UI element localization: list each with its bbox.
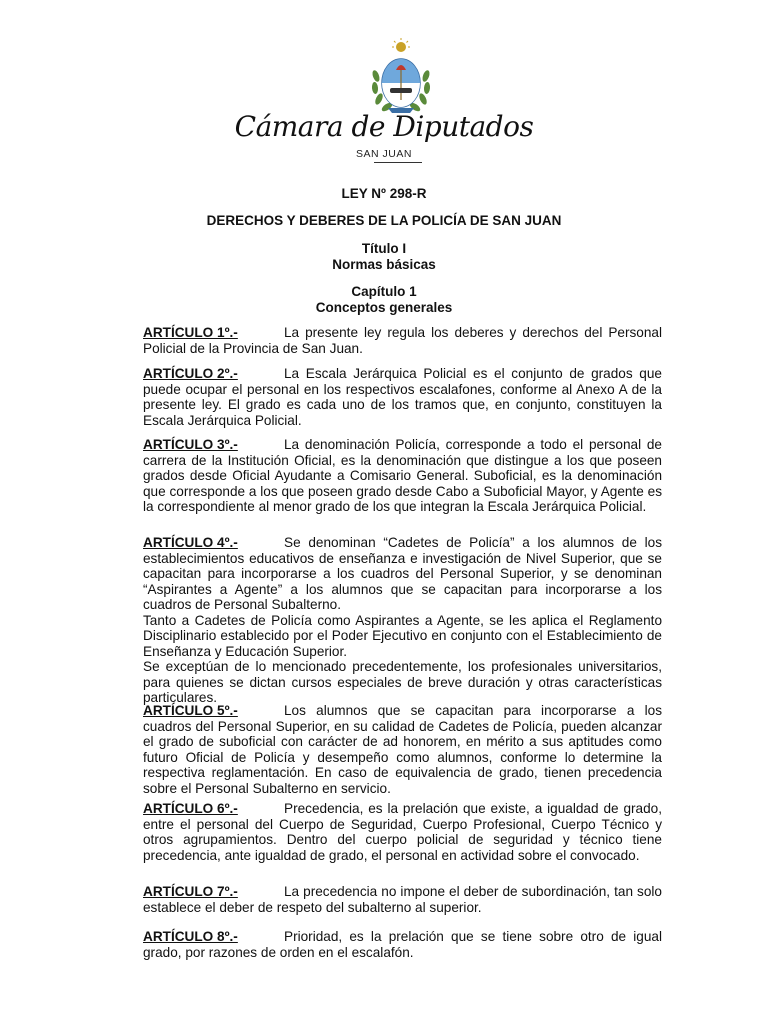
article-text: Prioridad, es la prelación que se tiene sobre otro de igual grado, por razones de orden en el escalafón. bbox=[143, 929, 662, 960]
article-label: ARTÍCULO 8º.- bbox=[143, 929, 238, 944]
article-6 bbox=[143, 801, 662, 863]
law-title: DERECHOS Y DEBERES DE LA POLICÍA DE SAN JUAN bbox=[206, 213, 562, 228]
article-5 bbox=[143, 703, 662, 796]
capitulo-heading: Capítulo 1 bbox=[351, 284, 417, 299]
article-label: ARTÍCULO 5º.- bbox=[143, 703, 238, 718]
article-label: ARTÍCULO 7º.- bbox=[143, 884, 238, 899]
article-text: Se denominan “Cadetes de Policía” a los alumnos de los establecimientos educativos de enseñanza e investigación de Nivel Superior, que se capacitan para incorporarse a los cuadros del Personal Superior, y se denominan “Aspirantes a Agente” a los alumnos que se capacitan para incorporarse a los cuadros de Personal Subalterno. bbox=[143, 535, 662, 612]
article-3 bbox=[143, 437, 662, 515]
article-8 bbox=[143, 929, 662, 960]
article-4 bbox=[143, 535, 662, 706]
article-text: Se exceptúan de lo mencionado precedentemente, los profesionales universitarios, para quienes se dictan cursos especiales de breve duración y otras características particulares. bbox=[143, 659, 662, 705]
article-label: ARTÍCULO 3º.- bbox=[143, 437, 238, 452]
article-label: ARTÍCULO 4º.- bbox=[143, 535, 238, 550]
titulo-name: Normas básicas bbox=[332, 257, 436, 272]
article-label: ARTÍCULO 2º.- bbox=[143, 366, 238, 381]
article-text: Los alumnos que se capacitan para incorporarse a los cuadros del Personal Superior, en su calidad de Cadetes de Policía, pueden alcanzar el grado de suboficial con carácter de ad honorem, en mérito a sus aptitudes como futuro Oficial de Policía y desempeño como alumnos, conforme lo determine la respectiva reglamentación. En caso de equivalencia de grado, tienen precedencia sobre el Personal Subalterno en servicio. bbox=[143, 703, 662, 796]
article-text: La presente ley regula los deberes y derechos del Personal Policial de la Provincia de San Juan. bbox=[143, 325, 662, 356]
article-7 bbox=[143, 884, 662, 915]
chamber-city: SAN JUAN bbox=[356, 148, 412, 160]
article-text: Precedencia, es la prelación que existe, a igualdad de grado, entre el personal del Cuerpo de Seguridad, Cuerpo Profesional, Cuerpo Técnico y otros agrupamientos. Dentro del cuerpo policial de seguridad y técnico tiene precedencia, ante igualdad de grado, el personal en actividad sobre el convocado. bbox=[143, 801, 662, 863]
provincial-seal-icon bbox=[366, 38, 436, 118]
article-2 bbox=[143, 366, 662, 428]
article-text: Tanto a Cadetes de Policía como Aspirantes a Agente, se les aplica el Reglamento Disciplinario establecido por el Poder Ejecutivo en conjunto con el Establecimiento de Enseñanza y Educación Superior. bbox=[143, 612, 662, 659]
article-label: ARTÍCULO 6º.- bbox=[143, 801, 238, 816]
article-1 bbox=[143, 325, 662, 356]
capitulo-name: Conceptos generales bbox=[315, 300, 453, 315]
chamber-name: Cámara de Diputados bbox=[234, 110, 534, 143]
article-text: La precedencia no impone el deber de subordinación, tan solo establece el deber de respeto del subalterno al superior. bbox=[143, 884, 662, 915]
article-label: ARTÍCULO 1º.- bbox=[143, 325, 238, 340]
article-text: La Escala Jerárquica Policial es el conjunto de grados que puede ocupar el personal en los respectivos escalafones, conforme al Anexo A de la presente ley. El grado es cada uno de los tramos que, en conjunto, constituyen la Escala Jerárquica Policial. bbox=[143, 366, 662, 428]
titulo-heading: Título I bbox=[361, 241, 407, 256]
article-text: La denominación Policía, corresponde a todo el personal de carrera de la Institución Oficial, es la denominación que distingue a los que poseen grados desde Oficial Ayudante a Comisario General. Suboficial, es la denominación que corresponde a los que poseen grado desde Cabo a Suboficial Mayor, y Agente es la correspondiente al menor grado de los que integran la Escala Jerárquica Policial. bbox=[143, 437, 662, 514]
chamber-divider bbox=[374, 162, 422, 163]
law-number: LEY Nº 298-R bbox=[341, 186, 427, 201]
